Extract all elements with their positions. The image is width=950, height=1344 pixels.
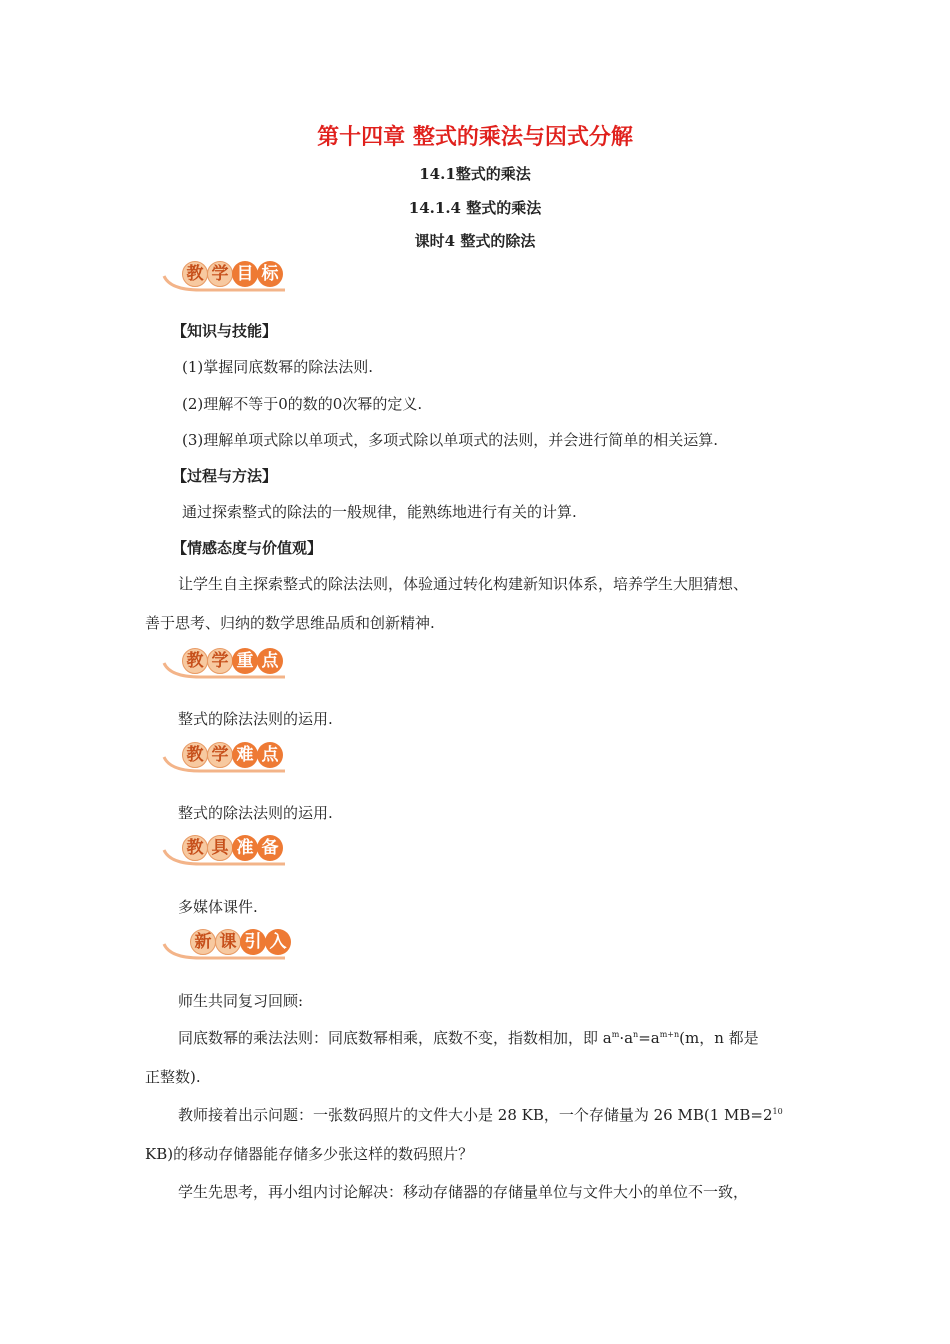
banner-char: 引 [240,929,266,955]
knowledge-item-3: (3)理解单项式除以单项式，多项式除以单项式的法则，并会进行简单的相关运算. [182,431,719,449]
banner-char: 教 [182,835,208,861]
banner-difficult-points [160,739,290,773]
banner-char: 重 [232,648,258,674]
intro-line-5: KB)的移动存储器能存储多少张这样的数码照片？ [145,1145,474,1163]
banner-char: 标 [257,261,283,287]
banner-char: 目 [232,261,258,287]
banner-char: 教 [182,648,208,674]
banner-char: 学 [207,742,233,768]
banner-char: 难 [232,742,258,768]
intro-line-2: 同底数幂的乘法法则：同底数幂相乘，底数不变，指数相加，即 $a^m\cdot a^n=a^{m+n}(m$，n 都是 [178,1029,759,1047]
banner-new-lesson-intro [160,926,290,960]
difficult-point-text: 整式的除法法则的运用. [178,804,333,822]
emotion-line-1: 让学生自主探索整式的除法法则，体验通过转化构建新知识体系，培养学生大胆猜想、 [178,575,749,593]
knowledge-item-1: (1)掌握同底数幂的除法法则. [182,358,374,376]
section-title: 14.1整式的乘法 [419,165,531,183]
banner-char: 准 [232,835,258,861]
banner-char: 课 [215,929,241,955]
process-item-1: 通过探索整式的除法的一般规律，能熟练地进行有关的计算. [182,503,577,521]
chapter-title: 第十四章 整式的乘法与因式分解 [317,124,633,150]
banner-char: 备 [257,835,283,861]
emotion-heading: 【情感态度与价值观】 [172,539,323,557]
intro-line-3: 正整数). [145,1068,201,1086]
banner-char: 学 [207,261,233,287]
emotion-line-2: 善于思考、归纳的数学思维品质和创新精神. [145,614,435,632]
knowledge-heading: 【知识与技能】 [172,322,278,340]
banner-char: 教 [182,261,208,287]
knowledge-item-2: (2)理解不等于0的数的0次幂的定义. [182,395,423,413]
key-point-text: 整式的除法法则的运用. [178,710,333,728]
banner-key-points [160,645,290,679]
process-heading: 【过程与方法】 [172,467,278,485]
lesson-title: 课时4 整式的除法 [414,232,536,250]
banner-teaching-tools [160,832,290,866]
banner-char: 新 [190,929,216,955]
intro-line-1: 师生共同复习回顾: [178,992,304,1010]
intro-line-6: 学生先思考，再小组内讨论解决：移动存储器的存储量单位与文件大小的单位不一致， [178,1183,749,1201]
intro-line-4: 教师接着出示问题：一张数码照片的文件大小是 28 KB，一个存储量为 26 MB(1 $MB=2^{10}$ [178,1106,783,1124]
banner-teaching-goals [160,258,290,292]
banner-char: 点 [257,648,283,674]
banner-char: 入 [265,929,291,955]
banner-char: 教 [182,742,208,768]
banner-char: 具 [207,835,233,861]
banner-char: 点 [257,742,283,768]
banner-char: 学 [207,648,233,674]
subsection-title: 14.1.4 整式的乘法 [408,199,542,217]
tools-text: 多媒体课件. [178,898,258,916]
